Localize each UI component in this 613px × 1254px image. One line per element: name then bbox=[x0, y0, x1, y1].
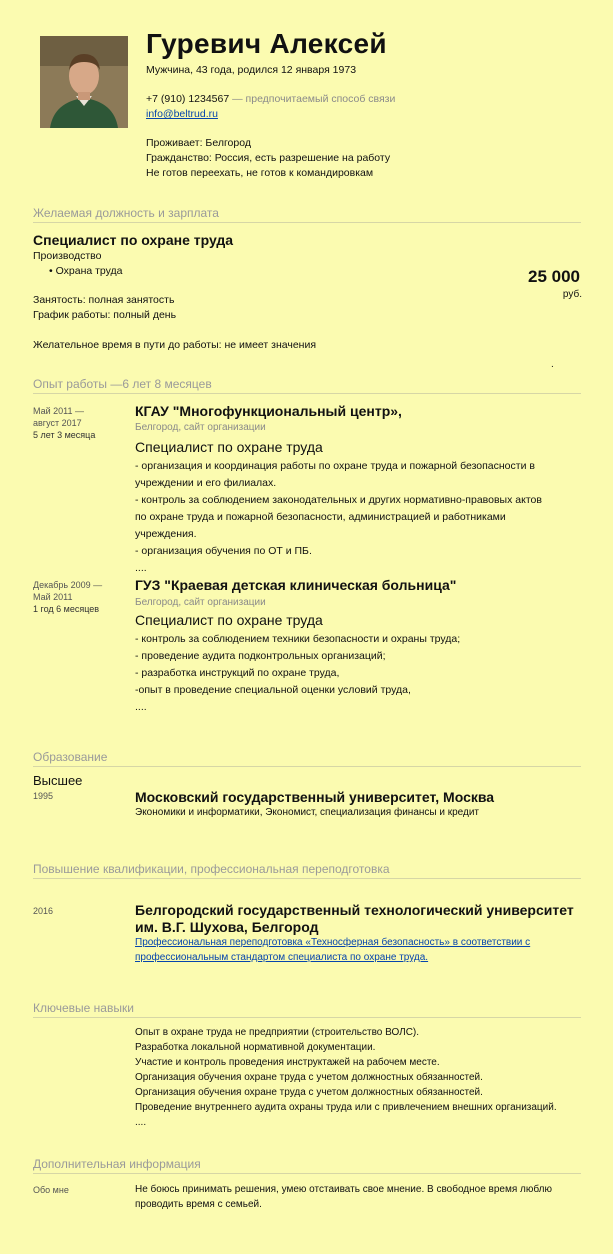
education-institution: Московский государственный университет, Москва bbox=[135, 789, 495, 805]
list-item: Участие и контроль проведения инструктажей на рабочем месте. bbox=[135, 1057, 440, 1068]
job-2-date-start: Декабрь 2009 — bbox=[33, 580, 103, 590]
education-details: Экономики и информатики, Экономист, специализация финансы и кредит bbox=[135, 807, 480, 818]
list-item: Проведение внутреннего аудита охраны труда или с привлечением внешних организаций. bbox=[135, 1102, 557, 1113]
job-1-date-start: Май 2011 — bbox=[33, 406, 84, 416]
skills-list bbox=[135, 1025, 580, 1130]
list-item: Организация обучения охране труда с учетом должностных обязанностей. bbox=[135, 1087, 483, 1098]
stray-dot: . bbox=[551, 359, 554, 370]
section-title-additional: Дополнительная информация bbox=[33, 1157, 581, 1174]
phone-number[interactable]: +7 (910) 1234567 bbox=[146, 93, 230, 105]
training-year: 2016 bbox=[33, 906, 54, 916]
job-1-role: Специалист по охране труда bbox=[135, 439, 323, 455]
demographics: Мужчина, 43 года, родился 12 января 1973 bbox=[146, 64, 357, 76]
position-title: Специалист по охране труда bbox=[33, 232, 234, 248]
relocation: Не готов переехать, не готов к командировкам bbox=[146, 167, 374, 179]
list-item: - контроль за соблюдением законодательных и других нормативно-правовых актов по охране труда и пожарной безопасности, администрацией и работниками учреждения. bbox=[135, 494, 542, 540]
citizenship: Гражданство: Россия, есть разрешение на работу bbox=[146, 152, 391, 164]
job-2-role: Специалист по охране труда bbox=[135, 612, 323, 628]
section-title-skills: Ключевые навыки bbox=[33, 1001, 581, 1018]
about-label: Обо мне bbox=[33, 1185, 69, 1195]
education-level: Высшее bbox=[33, 773, 83, 788]
job-1-duration: 5 лет 3 месяца bbox=[33, 430, 96, 440]
list-item: Организация обучения охране труда с учетом должностных обязанностей. bbox=[135, 1072, 483, 1083]
section-title-position: Желаемая должность и зарплата bbox=[33, 206, 581, 223]
list-item: - организация и координация работы по охране труда и пожарной безопасности в учреждении и его филиалах. bbox=[135, 460, 535, 489]
training-institution-line-2: им. В.Г. Шухова, Белгород bbox=[135, 919, 319, 935]
commute-time: Желательное время в пути до работы: не имеет значения bbox=[33, 339, 317, 351]
list-item: -опыт в проведение специальной оценки условий труда, bbox=[135, 684, 411, 696]
salary-amount: 25 000 bbox=[528, 267, 580, 286]
employment-type: Занятость: полная занятость bbox=[33, 294, 175, 306]
position-specialization: • Охрана труда bbox=[49, 265, 123, 277]
list-item: - проведение аудита подконтрольных организаций; bbox=[135, 650, 386, 662]
email-link[interactable]: info@beltrud.ru bbox=[146, 108, 218, 120]
phone-line bbox=[146, 92, 395, 107]
job-1-date-end: август 2017 bbox=[33, 418, 82, 428]
residence: Проживает: Белгород bbox=[146, 137, 251, 149]
email-row bbox=[146, 107, 218, 122]
section-title-training: Повышение квалификации, профессиональная переподготовка bbox=[33, 862, 581, 879]
training-course-link-line-1[interactable]: Профессиональная переподготовка «Техносферная безопасность» в соответствии с bbox=[135, 937, 531, 948]
education-year: 1995 bbox=[33, 791, 54, 801]
profile-photo bbox=[40, 36, 128, 128]
job-2-duties bbox=[135, 631, 555, 716]
list-item: - разработка инструкций по охране труда, bbox=[135, 667, 340, 679]
job-1-dates bbox=[33, 405, 131, 441]
list-item: .... bbox=[135, 701, 147, 713]
job-2-duration: 1 год 6 месяцев bbox=[33, 604, 100, 614]
job-2-location: Белгород, сайт организации bbox=[135, 597, 266, 608]
about-text-line-1: Не боюсь принимать решения, умею отстаивать свое мнение. В свободное время люблю bbox=[135, 1184, 552, 1195]
training-course bbox=[135, 935, 530, 965]
about-text-line-2: проводить время с семьей. bbox=[135, 1199, 262, 1210]
job-2-date-end: Май 2011 bbox=[33, 592, 73, 602]
training-institution bbox=[135, 902, 574, 936]
list-item: - контроль за соблюдением техники безопасности и охраны труда; bbox=[135, 633, 461, 645]
salary-currency: руб. bbox=[562, 289, 582, 300]
job-1-location: Белгород, сайт организации bbox=[135, 422, 266, 433]
about-text bbox=[135, 1182, 580, 1212]
list-item: Разработка локальной нормативной документации. bbox=[135, 1042, 376, 1053]
list-item: .... bbox=[135, 562, 147, 574]
phone-note: — предпочитаемый способ связи bbox=[232, 93, 396, 105]
candidate-name: Гуревич Алексей bbox=[146, 28, 387, 59]
position-industry: Производство bbox=[33, 250, 102, 262]
section-title-experience: Опыт работы —6 лет 8 месяцев bbox=[33, 377, 581, 394]
job-1-duties bbox=[135, 458, 555, 577]
person-portrait-icon bbox=[40, 36, 128, 128]
section-title-education: Образование bbox=[33, 750, 581, 767]
job-2-company: ГУЗ "Краевая детская клиническая больница" bbox=[135, 577, 457, 593]
list-item: .... bbox=[135, 1117, 147, 1128]
list-item: Опыт в охране труда не предприятии (строительство ВОЛС). bbox=[135, 1027, 420, 1038]
work-schedule: График работы: полный день bbox=[33, 309, 177, 321]
training-institution-line-1: Белгородский государственный технологический университет bbox=[135, 902, 574, 918]
training-course-link-line-2[interactable]: профессиональным стандартом специалиста по охране труда. bbox=[135, 952, 429, 963]
job-1-company: КГАУ "Многофункциональный центр», bbox=[135, 403, 402, 419]
job-2-dates bbox=[33, 579, 131, 615]
list-item: - организация обучения по ОТ и ПБ. bbox=[135, 545, 312, 557]
